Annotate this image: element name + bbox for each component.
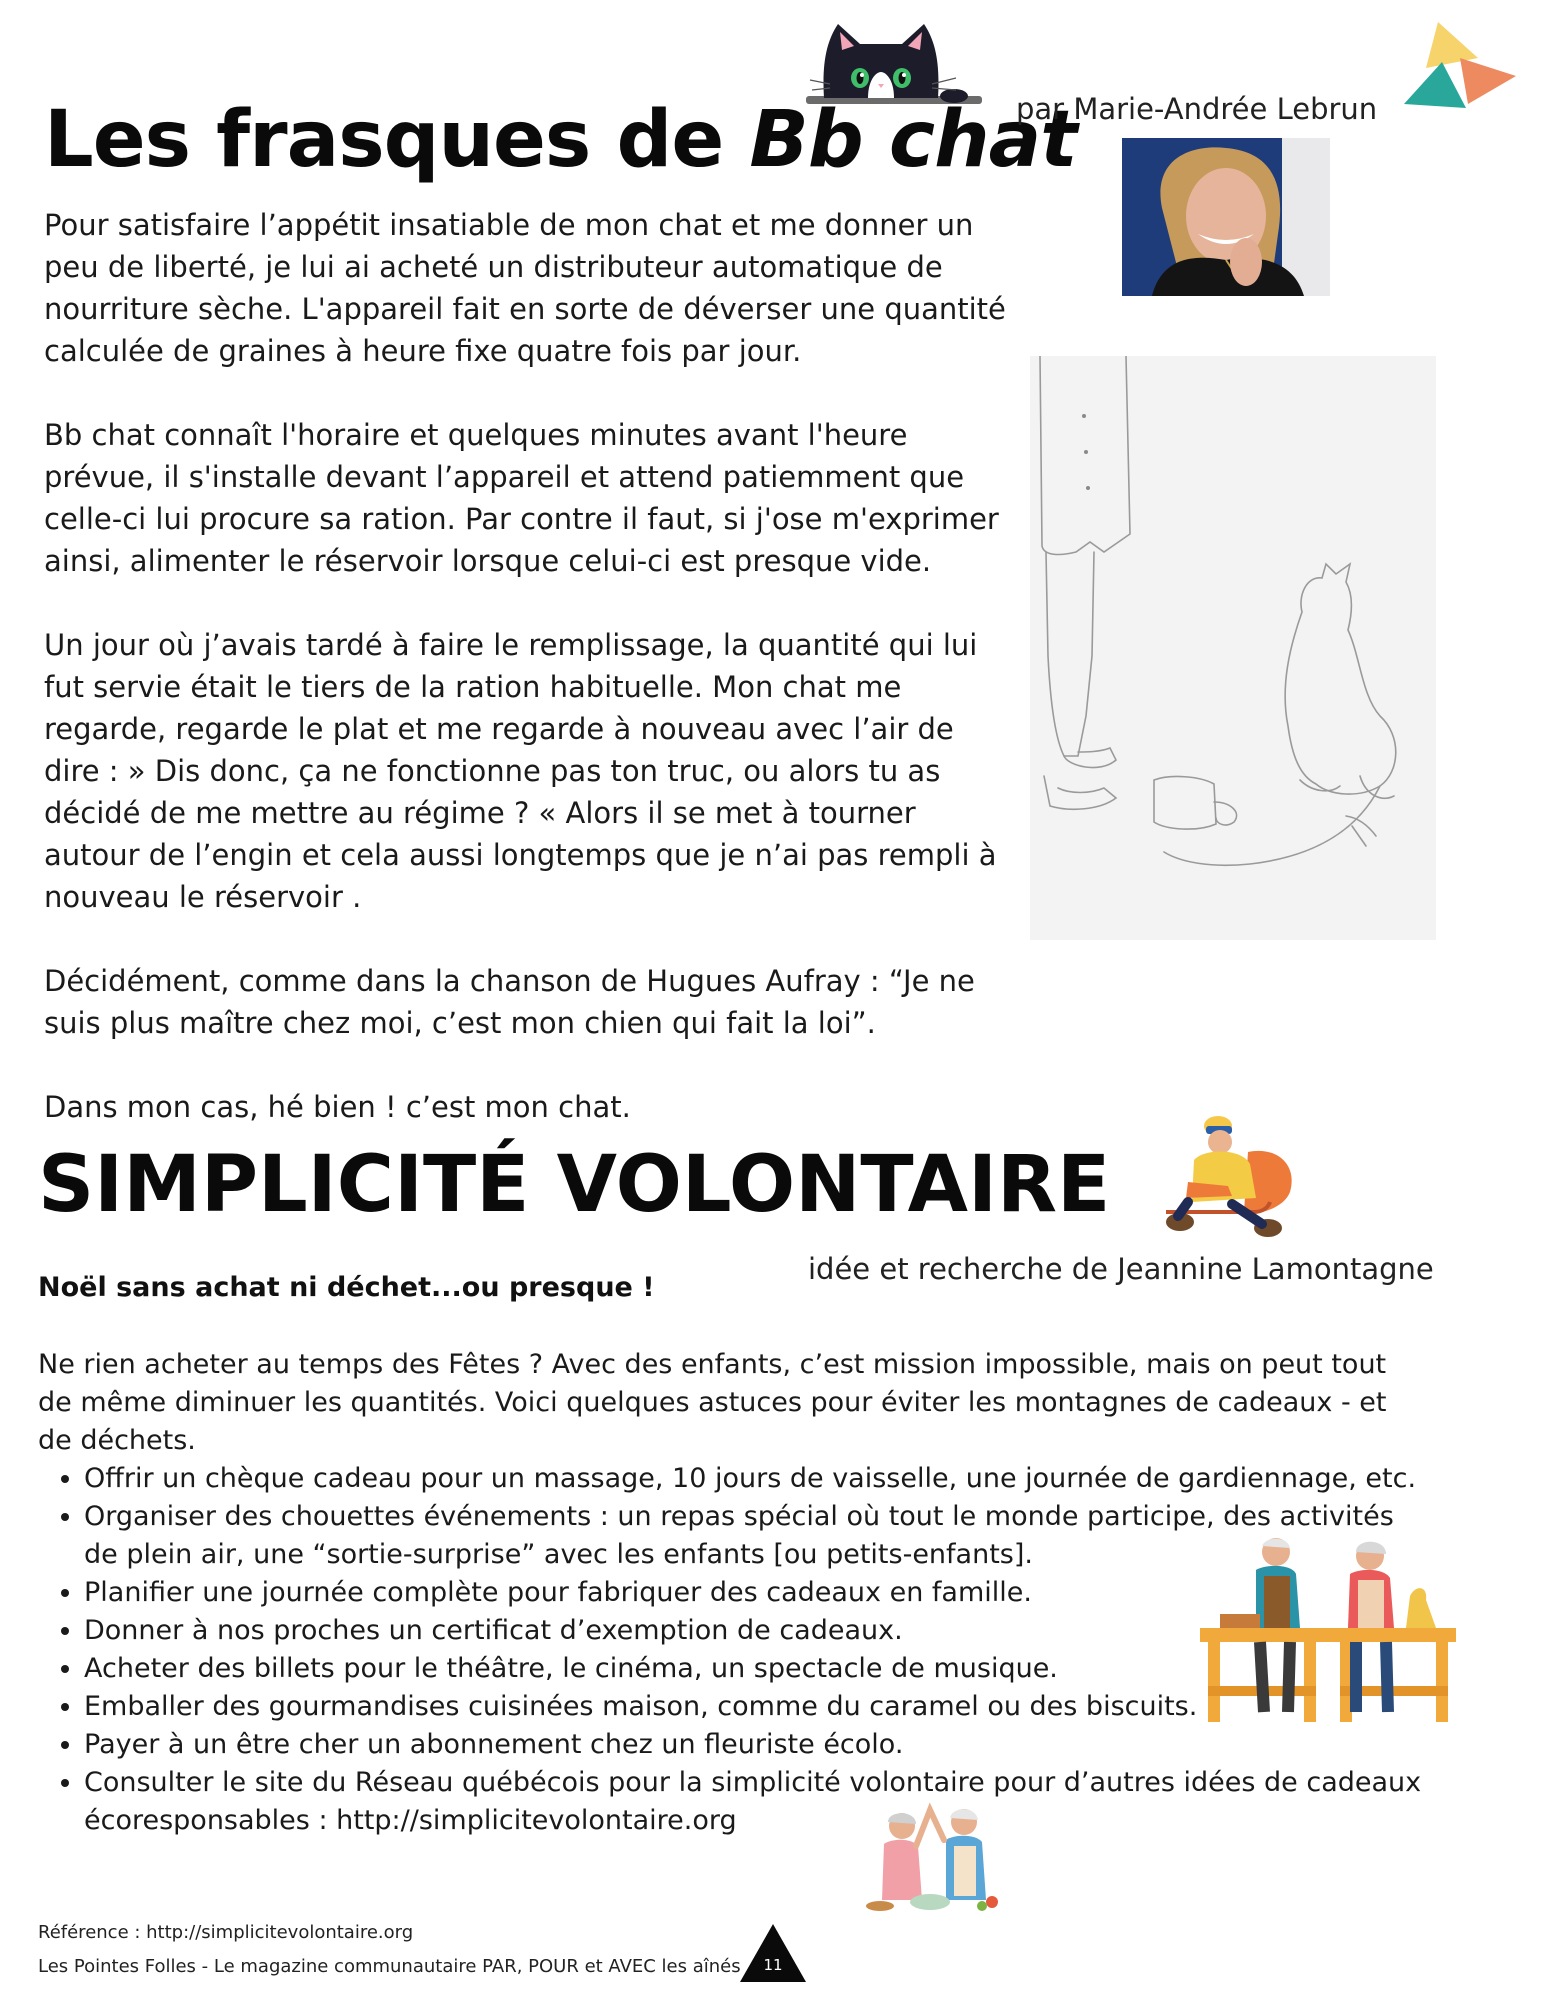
list-item: • Acheter des billets pour le théâtre, le cinéma, un spectacle de musique. — [84, 1650, 1424, 1688]
list-item: • Offrir un chèque cadeau pour un massage, 10 jours de vaisselle, une journée de gardiennage, etc. — [84, 1460, 1424, 1498]
cat-pencil-drawing — [1030, 356, 1436, 940]
list-item: • Planifier une journée complète pour fabriquer des cadeaux en famille. — [84, 1574, 1424, 1612]
sled-person-illustration — [1158, 1112, 1302, 1242]
list-item: • Organiser des chouettes événements : un repas spécial où tout le monde participe, des activités de plein air, une “sortie-surprise” avec les enfants [ou petits-enfants]. — [84, 1498, 1424, 1574]
cooking-couple-illustration — [860, 1800, 1010, 1916]
woodworking-couple-illustration — [1200, 1536, 1456, 1730]
section-byline: idée et recherche de Jeannine Lamontagne — [808, 1252, 1434, 1286]
article-body — [44, 204, 1006, 1170]
section-intro: Ne rien acheter au temps des Fêtes ? Avec des enfants, c’est mission impossible, mais on peut tout de même diminuer les quantités. Voici quelques astuces pour éviter les montagnes de cadeaux - et de déchets. — [38, 1349, 1387, 1456]
paragraph: Pour satisfaire l’appétit insatiable de mon chat et me donner un peu de liberté, je lui ai acheté un distributeur automatique de nourriture sèche. L'appareil fait en sorte de déverser une quantité calculée de graines à heure fixe quatre fois par jour. — [44, 208, 1006, 368]
section-title: SIMPLICITÉ VOLONTAIRE — [38, 1140, 1111, 1230]
list-item: • Payer à un être cher un abonnement chez un fleuriste écolo. — [84, 1726, 1424, 1764]
magazine-credit: Les Pointes Folles - Le magazine communautaire PAR, POUR et AVEC les aînés — [38, 1956, 741, 1977]
list-item: • Consulter le site du Réseau québécois pour la simplicité volontaire pour d’autres idées de cadeaux écoresponsables : http://simplicitevolontaire.org — [84, 1764, 1424, 1840]
paragraph: Bb chat connaît l'horaire et quelques minutes avant l'heure prévue, il s'installe devant l’appareil et attend patiemment que celle-ci lui procure sa ration. Par contre il faut, si j'ose m'exprimer ainsi, alimenter le réservoir lorsque celui-ci est presque vide. — [44, 418, 999, 578]
page-number: 11 — [763, 1956, 783, 1974]
paragraph: Dans mon cas, hé bien ! c’est mon chat. — [44, 1090, 631, 1124]
triangles-logo-icon — [1402, 18, 1520, 114]
reference-text: Référence : http://simplicitevolontaire.org — [38, 1922, 414, 1943]
paragraph: Décidément, comme dans la chanson de Hugues Aufray : “Je ne suis plus maître chez moi, c’est mon chien qui fait la loi”. — [44, 964, 975, 1040]
section-subtitle: Noël sans achat ni déchet...ou presque ! — [38, 1272, 655, 1303]
paragraph: Un jour où j’avais tardé à faire le remplissage, la quantité qui lui fut servie était le tiers de la ration habituelle. Mon chat me regarde, regarde le plat et me regarde à nouveau avec l’air de dire : » Dis donc, ça ne fonctionne pas ton truc, ou alors tu as décidé de me mettre au régime ? « Alors il se met à tourner autour de l’engin et cela aussi longtemps que je n’ai pas rempli à nouveau le réservoir . — [44, 628, 997, 914]
list-item: • Donner à nos proches un certificat d’exemption de cadeaux. — [84, 1612, 1424, 1650]
article-title: Les frasques de Bb chat — [44, 95, 1077, 185]
peeking-cat-icon — [806, 14, 982, 106]
list-item: • Emballer des gourmandises cuisinées maison, comme du caramel ou des biscuits. — [84, 1688, 1424, 1726]
author-photo — [1122, 138, 1330, 296]
page-number-badge — [738, 1922, 808, 1984]
author-byline: par Marie-Andrée Lebrun — [1016, 92, 1378, 126]
